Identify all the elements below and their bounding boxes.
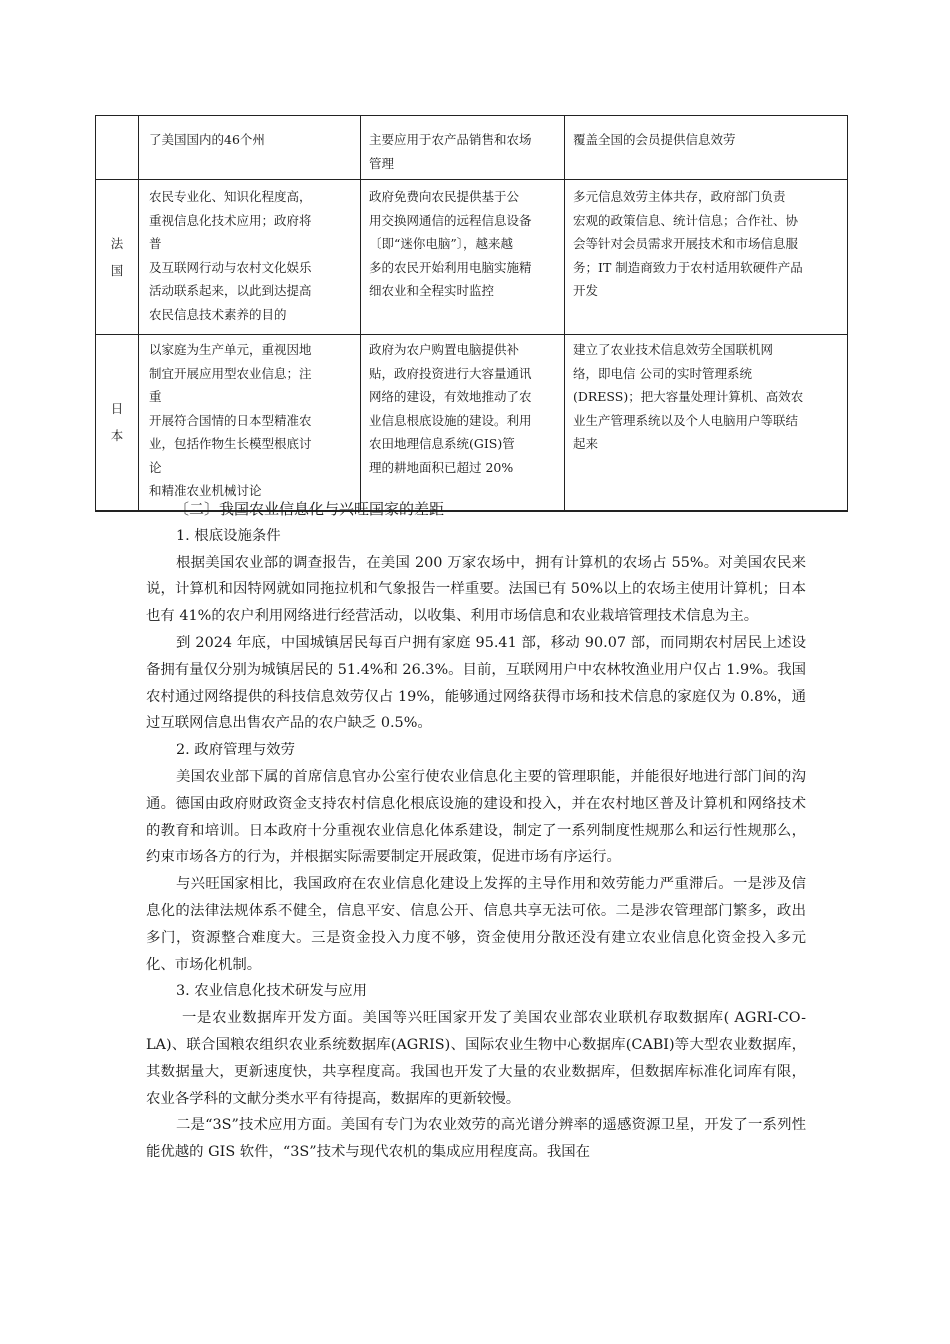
table-cell <box>361 180 565 335</box>
cell-text: 多元信息效劳主体共存，政府部门负责 宏观的政策信息、统计信息；合作社、协 会等针对会员需求开展技术和市场信息服 务；IT 制造商致力于农村适用软硬件产品 开发 <box>573 189 803 298</box>
cell-text: 了美国国内的46个州 <box>149 132 265 147</box>
body-text <box>146 496 806 1166</box>
paragraph: 二是“3S”技术应用方面。美国有专门为农业效劳的高光谱分辨率的遥感资源卫星，开发了一系列性能优越的 GIS 软件，“3S”技术与现代农机的集成应用程度高。我国在 <box>146 1117 806 1161</box>
comparison-table <box>95 115 848 512</box>
cell-text: 政府免费向农民提供基于公 用交换网通信的远程信息设备 〔即“迷你电脑”〕，越来越 多的农民开始利用电脑实施精 细农业和全程实时监控 <box>369 189 532 298</box>
paragraph: 美国农业部下属的首席信息官办公室行使农业信息化主要的管理职能，并能很好地进行部门间的沟通。德国由政府财政资金支持农村信息化根底设施的建设和投入，并在农村地区普及计算机和网络技术的教育和培训。日本政府十分重视农业信息化体系建设，制定了一系列制度性规那么和运行性规那么，约束市场各方的行为，并根据实际需要制定开展政策，促进市场有序运行。 <box>146 768 806 866</box>
cell-text: 农民专业化、知识化程度高， 重视信息化技术应用；政府将 普 及互联网行动与农村文化娱乐 活动联系起来，以此到达提高 农民信息技术素养的目的 <box>149 189 312 322</box>
cell-text: 政府为农户购置电脑提供补 贴，政府投资进行大容量通讯 网络的建设，有效地推动了农 业信息根底设施的建设。利用 农田地理信息系统(GIS)管 理的耕地面积已超过 20% <box>369 342 532 475</box>
subsection-heading: 3. 农业信息化技术研发与应用 <box>176 983 367 1000</box>
table-cell <box>139 116 361 180</box>
table-row <box>96 335 848 511</box>
country-char: 法 <box>110 236 124 251</box>
paragraph: 一是农业数据库开发方面。美国等兴旺国家开发了美国农业部农业联机存取数据库( AGRI-CO- LA)、联合国粮农组织农业系统数据库(AGRIS)、国际农业生物中心数据库(CABI)等大型农业数据库，其数据量大，更新速度快，共享程度高。我国也开发了大量的农业数据库，但数据库标准化词库有限，农业各学科的文献分类水平有待提高，数据库的更新较慢。 <box>146 1010 806 1107</box>
table-row <box>96 180 848 335</box>
cell-text: 主要应用于农产品销售和农场 管理 <box>369 132 532 171</box>
table-cell <box>565 116 848 180</box>
country-char: 国 <box>110 263 124 278</box>
table-cell <box>565 180 848 335</box>
country-char: 本 <box>110 428 124 444</box>
cell-text: 建立了农业技术信息效劳全国联机网 络，即电信 公司的实时管理系统 (DRESS)；把大容量处理计算机、高效农 业生产管理系统以及个人电脑用户等联结 起来 <box>573 342 804 451</box>
paragraph: 与兴旺国家相比，我国政府在农业信息化建设上发挥的主导作用和效劳能力严重滞后。一是涉及信息化的法律法规体系不健全，信息平安、信息公开、信息共享无法可依。二是涉农管理部门繁多，政出多门，资源整合难度大。三是资金投入力度不够，资金使用分散还没有建立农业信息化资金投入多元化、市场化机制。 <box>146 876 806 973</box>
section-heading: 〔二〕我国农业信息化与兴旺国家的差距 <box>174 500 445 518</box>
cell-text: 覆盖全国的会员提供信息效劳 <box>573 132 736 147</box>
table-cell-country <box>96 335 139 511</box>
subsection-heading: 2. 政府管理与效劳 <box>176 742 296 759</box>
table-cell <box>565 335 848 511</box>
country-label <box>96 395 138 449</box>
table-cell <box>139 335 361 511</box>
country-label <box>96 230 138 284</box>
subsection-heading: 1. 根底设施条件 <box>176 527 281 544</box>
table-cell <box>361 116 565 180</box>
paragraph: 根据美国农业部的调查报告，在美国 200 万家农场中，拥有计算机的农场占 55%。对美国农民来说，计算机和因特网就如同拖拉机和气象报告一样重要。法国已有 50%以上的农场主使用计算机；日本也有 41%的农户利用网络进行经营活动，以收集、利用市场信息和农业栽培管理技术信息为主。 <box>146 554 806 625</box>
table-row <box>96 116 848 180</box>
paragraph: 到 2024 年底，中国城镇居民每百户拥有家庭 95.41 部，移动 90.07 部，而同期农村居民上述设备拥有量仅分别为城镇居民的 51.4%和 26.3%。目前，互联网用户中农林牧渔业用户仅占 1.9%。我国农村通过网络提供的科技信息效劳仅占 19%，能够通过网络获得市场和技术信息的家庭仅为 0.8%，通过互联网信息出售农产品的农户缺乏 0.5%。 <box>146 634 806 732</box>
table-cell <box>139 180 361 335</box>
cell-text: 以家庭为生产单元，重视因地 制宜开展应用型农业信息；注 重 开展符合国情的日本型精准农 业，包括作物生长模型根底讨 论 和精准农业机械讨论 <box>149 342 312 498</box>
table-cell-country <box>96 116 139 180</box>
table-cell <box>361 335 565 511</box>
table-cell-country <box>96 180 139 335</box>
country-char: 日 <box>110 401 124 417</box>
